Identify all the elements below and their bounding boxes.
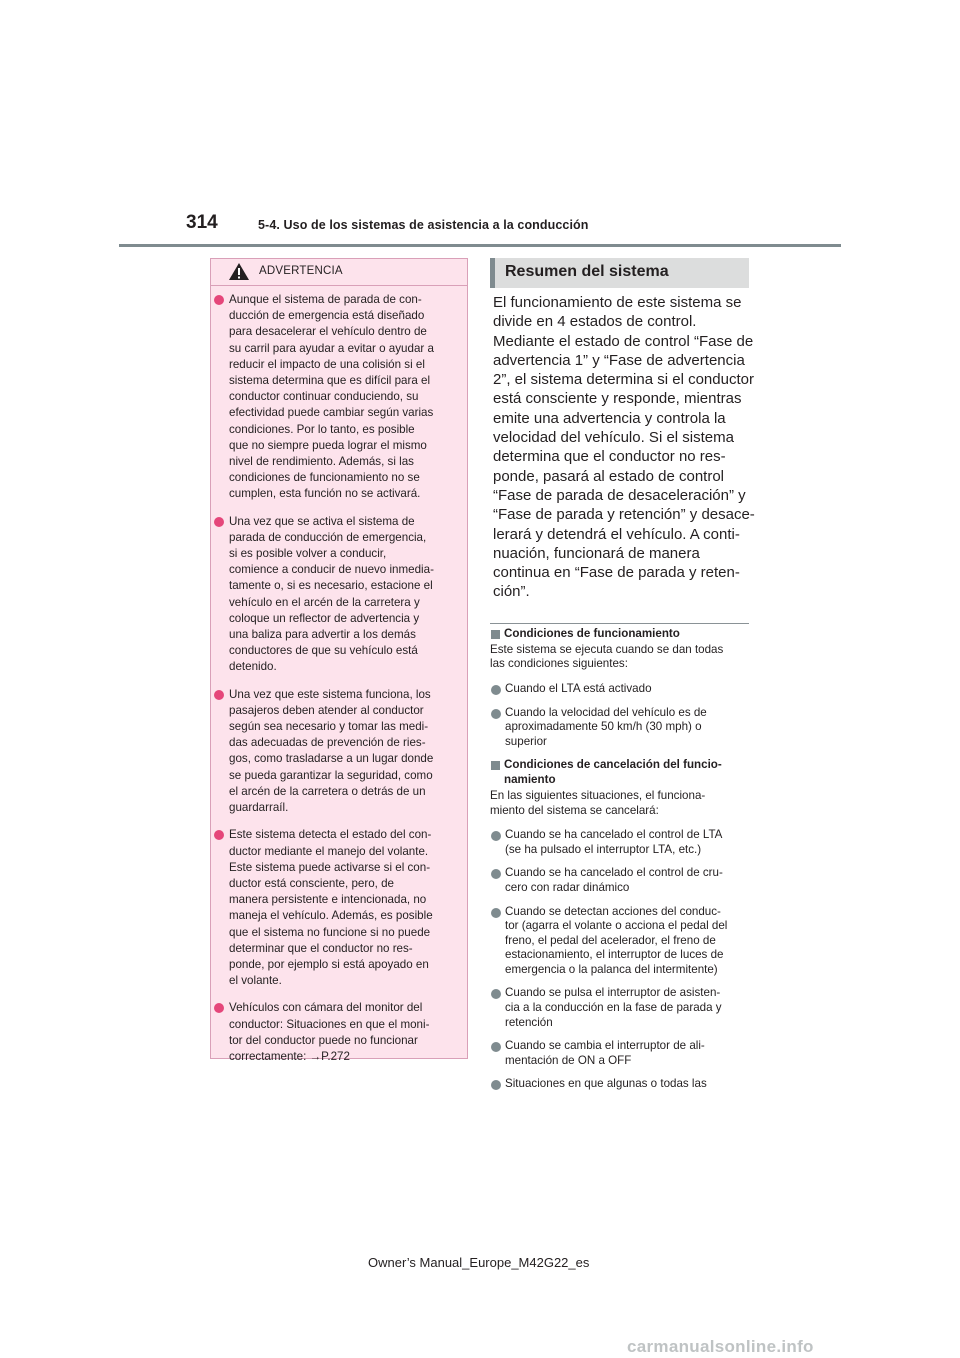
text-line: para desacelerar el vehículo dentro de	[229, 325, 427, 339]
header-rule	[119, 244, 841, 247]
summary-paragraph	[493, 293, 753, 602]
text-line: está consciente y responde, mientras	[493, 390, 742, 408]
text-line: miento del sistema se cancelará:	[490, 803, 659, 817]
operation-conditions-intro	[490, 643, 750, 672]
warning-list	[211, 292, 467, 1076]
bullet-text	[505, 706, 750, 750]
bullet-text	[229, 292, 457, 503]
text-line: mentación de ON a OFF	[505, 1053, 632, 1067]
text-line: reducir el impacto de una colisión si el	[229, 357, 425, 371]
warning-header	[211, 259, 467, 286]
bullet-text	[505, 1039, 750, 1068]
bullet-item	[490, 905, 750, 978]
footer-manual-id: Owner’s Manual_Europe_M42G22_es	[368, 1255, 590, 1270]
text-line: pasajeros deben atender al conductor	[229, 703, 424, 717]
text-line: el arcén de la carretera o detrás de un	[229, 784, 426, 798]
bullet-dot-icon	[491, 831, 501, 841]
text-line: ducción de emergencia está diseñado	[229, 309, 425, 323]
text-line: Este sistema se ejecuta cuando se dan todas	[490, 642, 724, 656]
text-line: ductor mediante el manejo del volante.	[229, 844, 429, 858]
text-line: emergencia o la palanca del intermitente)	[505, 962, 718, 976]
text-line: aproximadamente 50 km/h (30 mph) o	[505, 720, 702, 734]
bullet-dot-icon	[491, 1080, 501, 1090]
text-line: “Fase de parada de desaceleración” y	[493, 486, 746, 504]
text-line: condiciones. Por lo tanto, es posible	[229, 422, 415, 436]
text-line: comience a conducir de nuevo inmedia-	[229, 563, 434, 577]
text-line: su carril para ayudar a evitar o ayudar a	[229, 341, 434, 355]
bullet-dot-icon	[214, 1003, 224, 1013]
section-divider	[490, 623, 749, 624]
text-line: El funcionamiento de este sistema se	[493, 294, 742, 311]
bullet-dot-icon	[214, 295, 224, 305]
conditions-column	[490, 627, 750, 1101]
text-line: Aunque el sistema de parada de con-	[229, 293, 422, 306]
bullet-item	[490, 1077, 750, 1092]
bullet-item	[211, 1000, 467, 1065]
text-line: Cuando se cambia el interruptor de ali-	[505, 1039, 705, 1053]
bullet-item	[490, 986, 750, 1030]
bullet-item	[490, 1039, 750, 1068]
cancel-conditions-list	[490, 828, 750, 1092]
text-line: parada de conducción de emergencia,	[229, 530, 427, 544]
text-line: retención	[505, 1015, 553, 1029]
text-line: cia a la conducción en la fase de parada y	[505, 1001, 722, 1015]
text-line: Una vez que este sistema funciona, los	[229, 687, 431, 701]
page-number: 314	[186, 212, 218, 233]
bullet-text	[505, 986, 750, 1030]
bullet-dot-icon	[214, 690, 224, 700]
text-line: vehículo en el arcén de la carretera y	[229, 595, 420, 609]
text-line: se pueda garantizar la seguridad, como	[229, 768, 433, 782]
text-line: determinar que el conductor no res-	[229, 941, 413, 955]
bullet-item	[211, 292, 467, 503]
bullet-item	[490, 828, 750, 857]
text-line: namiento	[504, 773, 556, 787]
warning-title: ADVERTENCIA	[259, 265, 343, 277]
text-line: Situaciones en que algunas o todas las	[505, 1077, 707, 1091]
bullet-item	[211, 687, 467, 817]
text-line: Cuando la velocidad del vehículo es de	[505, 705, 707, 719]
text-line: emite una advertencia y controla la	[493, 409, 726, 427]
bullet-item	[490, 682, 750, 697]
text-line: das adecuadas de prevención de ries-	[229, 736, 426, 750]
square-bullet-icon	[491, 630, 500, 639]
text-line: Condiciones de funcionamiento	[504, 627, 680, 640]
bullet-dot-icon	[491, 1042, 501, 1052]
text-line: Cuando se ha cancelado el control de cru-	[505, 866, 723, 880]
heading-text	[504, 758, 750, 788]
text-line: cero con radar dinámico	[505, 880, 630, 894]
bullet-item	[211, 514, 467, 676]
operation-conditions-list	[490, 682, 750, 749]
text-line: estacionamiento, el interruptor de luces de	[505, 948, 724, 962]
cancel-conditions-intro	[490, 789, 750, 818]
text-line: manera persistente e intencionada, no	[229, 893, 427, 907]
warning-box	[210, 258, 468, 1063]
section-title: 5-4. Uso de los sistemas de asistencia a la conducción	[258, 218, 589, 232]
text-line: tamente o, si es necesario, estacione el	[229, 579, 433, 593]
text-line: gos, como trasladarse a un lugar donde	[229, 752, 434, 766]
text-line: “Fase de parada y retención” y desace-	[493, 506, 755, 524]
text-line: freno, el pedal del acelerador, el freno de	[505, 933, 716, 947]
bullet-dot-icon	[214, 517, 224, 527]
text-line: el volante.	[229, 974, 282, 988]
text-line: ductor está consciente, pero, de	[229, 876, 394, 890]
watermark-logo: carmanualsonline.info	[627, 1337, 814, 1356]
text-line: advertencia 1” y “Fase de advertencia	[493, 351, 745, 369]
text-line: divide en 4 estados de control.	[493, 313, 697, 331]
text-line: maneja el vehículo. Además, es posible	[229, 909, 433, 923]
bullet-dot-icon	[491, 709, 501, 719]
bullet-text	[505, 866, 750, 895]
bullet-text	[229, 514, 457, 676]
summary-title: Resumen del sistema	[505, 263, 669, 280]
text-line: que no siempre pueda lograr el mismo	[229, 438, 427, 452]
text-line: detenido.	[229, 660, 277, 674]
text-line: Cuando se pulsa el interruptor de asisten-	[505, 986, 721, 1000]
bullet-dot-icon	[491, 989, 501, 999]
text-line: En las siguientes situaciones, el funciona-	[490, 788, 706, 802]
text-line: coloque un reflector de advertencia y	[229, 611, 420, 625]
text-line: según sea necesario y tomar las medi-	[229, 720, 429, 734]
text-line: Vehículos con cámara del monitor del	[229, 1001, 423, 1015]
square-bullet-icon	[491, 761, 500, 770]
text-line: Mediante el estado de control “Fase de	[493, 332, 754, 350]
bullet-text	[505, 905, 750, 978]
text-line: ponde, por ejemplo si está apoyado en	[229, 957, 429, 971]
text-line: ción”.	[493, 583, 530, 601]
bullet-text	[505, 828, 750, 857]
text-line: Cuando el LTA está activado	[505, 681, 652, 695]
text-line: que el sistema no funcione si no puede	[229, 925, 431, 939]
text-line: nuación, funcionará de manera	[493, 544, 700, 562]
bullet-item	[490, 866, 750, 895]
text-line: ponde, pasará al estado de control	[493, 467, 724, 485]
text-line: las condiciones siguientes:	[490, 657, 628, 671]
bullet-text	[229, 827, 457, 989]
text-line: conductores de que su vehículo está	[229, 644, 418, 658]
text-line: Este sistema puede activarse si el con-	[229, 860, 431, 874]
bullet-dot-icon	[491, 685, 501, 695]
text-line: condiciones de funcionamiento no se	[229, 471, 420, 485]
text-line: tor del conductor puede no funcionar	[229, 1033, 418, 1047]
text-line: (se ha pulsado el interruptor LTA, etc.)	[505, 842, 702, 856]
bullet-item	[211, 827, 467, 989]
text-line: cumplen, esta función no se activará.	[229, 487, 421, 501]
text-line: sistema determina que es difícil para el	[229, 374, 431, 388]
bullet-dot-icon	[214, 830, 224, 840]
text-line: velocidad del vehículo. Si el sistema	[493, 429, 734, 447]
text-line: continua en “Fase de parada y reten-	[493, 564, 740, 582]
text-line: superior	[505, 734, 547, 748]
text-line: una baliza para advertir a los demás	[229, 628, 416, 642]
text-line: nivel de rendimiento. Además, si las	[229, 455, 414, 469]
bullet-item	[490, 706, 750, 750]
text-line: conductor continuar conduciendo, su	[229, 390, 419, 404]
text-line: tor (agarra el volante o acciona el pedal del	[505, 919, 728, 933]
text-line: correctamente: →P.272	[229, 1049, 350, 1063]
text-line: guardarraíl.	[229, 801, 289, 815]
text-line: efectividad puede cambiar según varias	[229, 406, 434, 420]
text-line: Una vez que se activa el sistema de	[229, 514, 415, 528]
bullet-dot-icon	[491, 908, 501, 918]
bullet-text	[505, 1077, 750, 1092]
cancel-conditions-heading	[490, 758, 750, 788]
text-line: determina que el conductor no res-	[493, 448, 726, 466]
summary-heading-bar	[490, 258, 749, 288]
bullet-text	[505, 682, 750, 697]
text-line: Este sistema detecta el estado del con-	[229, 828, 432, 842]
text-line: si es posible volver a conducir,	[229, 547, 387, 561]
text-line: 2”, el sistema determina si el conductor	[493, 371, 754, 389]
bullet-text	[229, 1000, 457, 1065]
text-line: Cuando se ha cancelado el control de LTA	[505, 828, 723, 842]
heading-text	[504, 627, 750, 642]
bullet-text	[229, 687, 457, 817]
text-line: conductor: Situaciones en que el moni-	[229, 1017, 430, 1031]
bullet-dot-icon	[491, 869, 501, 879]
text-line: lerará y detendrá el vehículo. A conti-	[493, 525, 740, 543]
operation-conditions-heading	[490, 627, 750, 642]
text-line: Condiciones de cancelación del funcio-	[504, 758, 722, 772]
text-line: Cuando se detectan acciones del conduc-	[505, 904, 721, 918]
warning-triangle-icon	[228, 262, 250, 281]
